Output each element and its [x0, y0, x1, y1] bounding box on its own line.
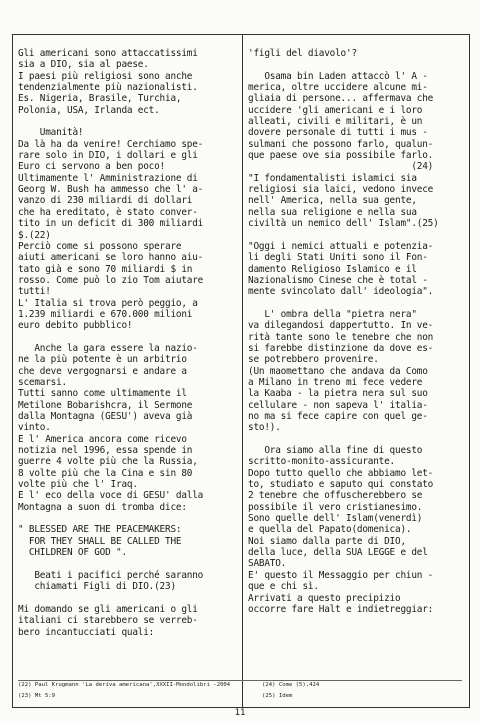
text-line: notizia nel 1996, essa spende in — [18, 445, 193, 457]
text-line: volte più che l' Iraq. — [18, 479, 138, 491]
text-line: cellulare - non sapeva l' italia- — [248, 399, 428, 411]
text-line: E' questo il Messaggio per chiun - — [248, 569, 434, 581]
text-line: L' ombra della "pietra nera" — [248, 308, 417, 320]
page-number: 11 — [234, 708, 246, 718]
text-line: occorre fare Halt e indietreggiar: — [248, 603, 434, 615]
text-line: possibile il vero cristianesimo. — [248, 501, 423, 513]
text-line: Umanità! — [18, 127, 84, 139]
left-column — [18, 48, 240, 638]
text-line: rità tante sono le tenebre che non — [248, 331, 434, 343]
text-line: tendenzialmente più nazionalisti. — [18, 82, 198, 94]
text-line: "I fondamentalisti islamici sia — [248, 172, 417, 184]
text-line: Da là ha da venire! Cerchiamo spe- — [18, 138, 204, 150]
text-line: Nazionalismo Cinese che è total - — [248, 274, 428, 286]
footnote: (24) Come (5),424 — [262, 682, 320, 688]
text-line: la Kaaba - la pietra nera sul suo — [248, 388, 428, 400]
text-line — [18, 593, 240, 604]
text-line: 8 volte più che la Cina e sin 80 — [18, 467, 193, 479]
text-line: scemarsi. — [18, 376, 67, 388]
text-line: vinto. — [18, 422, 51, 434]
text-line: 1.239 miliardi e 670.000 milioni — [18, 308, 193, 320]
text-line: si farebbe distinzione da dove es- — [248, 342, 434, 354]
text-line: $.(22) — [18, 229, 51, 241]
text-line: Noi siamo dalla parte di DIO, — [248, 535, 406, 547]
text-line: dovere personale di tutti i mus - — [248, 127, 428, 139]
text-line: va dilegandosi dappertutto. In ve- — [248, 320, 434, 332]
text-line: aiuti americani se loro hanno aiu- — [18, 252, 204, 264]
column-divider — [242, 34, 243, 708]
text-line — [248, 434, 466, 445]
text-line: I paesi più religiosi sono anche — [18, 70, 193, 82]
text-line: " BLESSED ARE THE PEACEMAKERS: — [18, 524, 182, 536]
text-line: rare solo in DIO, i dollari e gli — [18, 150, 198, 162]
text-line: Osama bin Laden attaccò l' A - — [248, 70, 428, 82]
text-line: Polonia, USA, Irlanda ect. — [18, 104, 160, 116]
text-line: sto!). — [248, 422, 281, 434]
text-line — [18, 513, 240, 524]
text-line: sia a DIO, sia al paese. — [18, 59, 149, 71]
text-line: Euro ci servono a ben poco! — [18, 161, 165, 173]
text-line: 'figli del diavolo'? — [248, 48, 357, 59]
text-line: della luce, della SUA LEGGE e del — [248, 547, 428, 559]
text-line: che ha ereditato, è stato conver- — [18, 206, 198, 218]
text-line: italiani ci starebbero se verreb- — [18, 615, 198, 627]
text-line: bero incantucciati quali: — [18, 626, 155, 638]
text-line: tato già e sono 70 miliardi $ in — [18, 263, 193, 275]
text-line: Sono quelle dell' Islam(venerdì) — [248, 513, 423, 525]
text-line: (24) — [248, 161, 434, 173]
text-line: Es. Nigeria, Brasile, Turchia, — [18, 93, 182, 105]
text-line: euro debito pubblico! — [18, 320, 133, 332]
text-line — [18, 116, 240, 127]
footnote: (23) Mt 5:9 — [18, 693, 56, 700]
text-line: se potrebbero provenire. — [248, 354, 379, 366]
text-line: Georg W. Bush ha ammesso che l' a- — [18, 184, 204, 196]
text-line: 2 tenebre che offuscherebbero se — [248, 490, 423, 502]
text-line: to, studiato e saputo qui constato — [248, 479, 434, 491]
text-line: rosso. Come può lo zio Tom aiutare — [18, 274, 204, 286]
text-line: Dopo tutto quello che abbiamo let- — [248, 467, 434, 479]
footnotes-left — [18, 682, 240, 705]
footnotes-right — [262, 682, 462, 705]
text-line — [248, 59, 466, 70]
text-line: no ma si fece capire con quel ge- — [248, 411, 428, 422]
text-line: ne la più potente è un arbitrio — [18, 354, 187, 366]
text-line: SABATO. — [248, 558, 287, 570]
text-line: vanzo di 230 miliardi di dollari — [18, 195, 193, 207]
text-line: nell' America, nella sua gente, — [248, 195, 417, 207]
text-line: Ultimamente l' Amministrazione di — [18, 172, 198, 184]
text-line — [18, 558, 240, 569]
text-line: Perciò come si possono sperare — [18, 240, 182, 252]
text-line: uccidere 'gli americani e i loro — [248, 104, 423, 116]
text-line: Metilone Bobarishcra, il Sermone — [18, 399, 193, 411]
text-line: E l' eco della voce di GESU' dalla — [18, 490, 204, 502]
text-line: sulmani che possono farlo, qualun- — [248, 138, 434, 150]
right-column — [248, 48, 466, 615]
text-line: Gli americani sono attaccatissimi — [18, 48, 198, 59]
text-line: Beati i pacifici perché saranno — [18, 569, 204, 581]
text-line: a Milano in treno mi fece vedere — [248, 376, 423, 388]
text-line: Mi domando se gli americani o gli — [18, 603, 198, 615]
footnote: (25) Idem — [262, 693, 293, 700]
text-line: damento Religioso Islamico e il — [248, 263, 417, 275]
text-line: FOR THEY SHALL BE CALLED THE — [18, 535, 182, 547]
text-line: alleati, civili e militari, è un — [248, 116, 423, 128]
text-line: L' Italia si trova però peggio, a — [18, 297, 198, 309]
text-line: scritto-monito-assicurante. — [248, 456, 395, 468]
text-line: mente svincolato dall' ideologia". — [248, 286, 434, 298]
text-line: Tutti sanno come ultimamente il — [18, 388, 187, 400]
text-line: tutti! — [18, 286, 51, 298]
text-line: (Un maomettano che andava da Como — [248, 365, 428, 377]
text-line: che deve vergognarsi e andare a — [18, 365, 187, 377]
text-line: CHILDREN OF GOD ". — [18, 547, 127, 559]
text-line — [18, 332, 240, 343]
text-line: "Oggi i nemici attuali e potenzia- — [248, 240, 434, 252]
text-line: religiosi sia laici, vedono invece — [248, 184, 434, 196]
text-line: civiltà un nemico dell' Islam".(25) — [248, 218, 439, 230]
text-line: E l' America ancora come ricevo — [18, 433, 187, 445]
text-line: gliaia di persone... affermava che — [248, 93, 434, 105]
text-line: Arrivati a questo precipizio — [248, 592, 401, 604]
text-line: Montagna a suon di tromba dice: — [18, 501, 187, 513]
footnote-rule — [18, 680, 462, 681]
text-line: dalla Montagna (GESU') aveva già — [18, 411, 193, 422]
text-line: li degli Stati Uniti sono il Fon- — [248, 252, 428, 264]
text-line: chiamati Figli di DIO.(23) — [18, 581, 176, 593]
text-line — [248, 230, 466, 241]
text-line — [248, 298, 466, 309]
text-line: tito in un deficit di 300 miliardi — [18, 218, 204, 230]
text-line: nella sua religione e nella sua — [248, 206, 417, 218]
text-line: que paese ove sia possibile farlo. — [248, 150, 434, 162]
footnote: (22) Paul Krugmann 'La deriva americana',XXXII-Mondolibri -2004 — [18, 682, 231, 688]
text-line: merica, oltre uccidere alcune mi- — [248, 82, 428, 94]
text-line: Anche la gara essere la nazio- — [18, 342, 198, 354]
text-line: guerre 4 volte più che la Russia, — [18, 456, 198, 468]
text-line: Ora siamo alla fine di questo — [248, 445, 423, 457]
text-line: que e chi sì. — [248, 581, 319, 593]
text-line: e quella del Papato(domenica). — [248, 524, 412, 536]
